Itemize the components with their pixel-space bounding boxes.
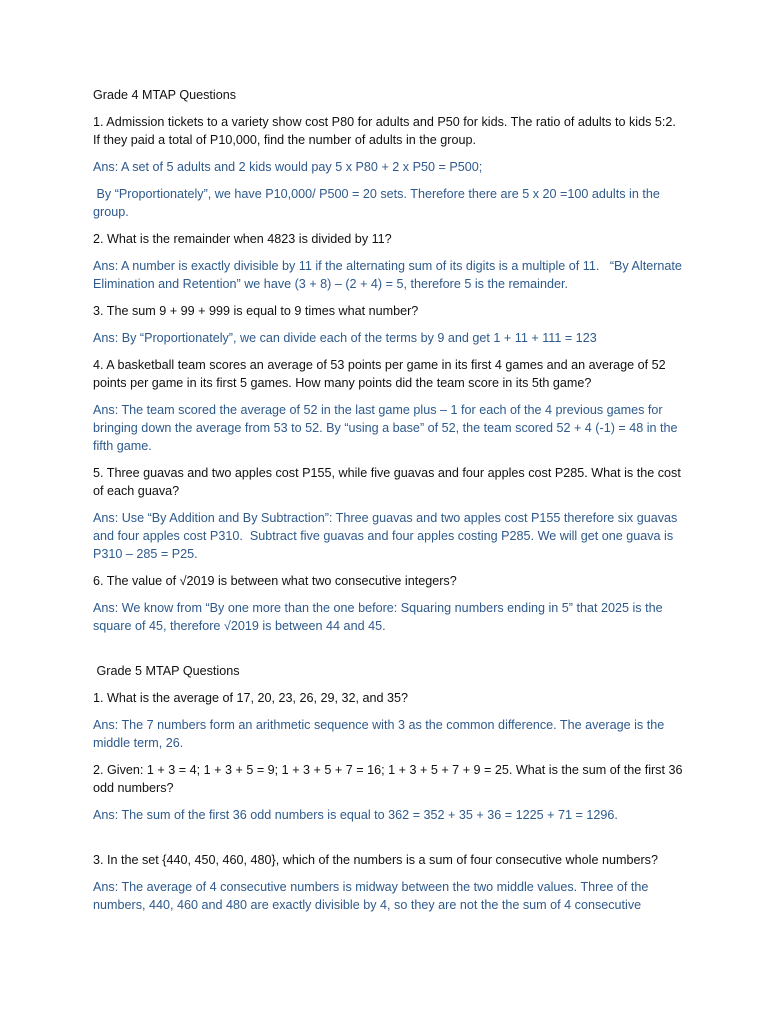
grade4-question-2: 2. What is the remainder when 4823 is divided by 11? [93,232,392,246]
grade5-question-1: 1. What is the average of 17, 20, 23, 26, 29, 32, and 35? [93,691,409,705]
grade5-answer-1: Ans: The 7 numbers form an arithmetic sequence with 3 as the common difference. The average is the middle term, 26. [93,718,668,750]
grade5-heading: Grade 5 MTAP Questions [93,664,240,678]
grade4-answer-1-line2: By “Proportionately”, we have P10,000/ P500 = 20 sets. Therefore there are 5 x 20 =100 adults in the group. [93,187,664,219]
document-page [93,86,686,923]
grade4-answer-4: Ans: The team scored the average of 52 in the last game plus – 1 for each of the 4 previous games for bringing down the average from 53 to 52. By “using a base” of 52, the team scored 52 + 4 (-1) = 48 in the fifth game. [93,403,682,453]
grade5-question-2: 2. Given: 1 + 3 = 4; 1 + 3 + 5 = 9; 1 + 3 + 5 + 7 = 16; 1 + 3 + 5 + 7 + 9 = 25. What is the sum of the first 36 odd numbers? [93,763,686,795]
grade4-question-5: 5. Three guavas and two apples cost P155, while five guavas and four apples cost P285. What is the cost of each guava? [93,466,685,498]
grade4-question-6: 6. The value of √2019 is between what two consecutive integers? [93,574,457,588]
grade4-question-4: 4. A basketball team scores an average of 53 points per game in its first 4 games and an average of 52 points per game in its first 5 games. How many points did the team score in its 5th game? [93,358,670,390]
grade5-answer-2: Ans: The sum of the first 36 odd numbers is equal to 362 = 352 + 35 + 36 = 1225 + 71 = 1296. [93,808,618,822]
grade4-question-1: 1. Admission tickets to a variety show cost P80 for adults and P50 for kids. The ratio of adults to kids 5:2. If they paid a total of P10,000, find the number of adults in the group. [93,115,680,147]
grade4-answer-6: Ans: We know from “By one more than the one before: Squaring numbers ending in 5” that 2025 is the square of 45, therefore √2019 is between 44 and 45. [93,601,667,633]
grade4-heading: Grade 4 MTAP Questions [93,88,237,102]
grade4-answer-1-line1: Ans: A set of 5 adults and 2 kids would pay 5 x P80 + 2 x P50 = P500; [93,160,483,174]
grade5-question-3: 3. In the set {440, 450, 460, 480}, which of the numbers is a sum of four consecutive whole numbers? [93,853,658,867]
grade4-question-3: 3. The sum 9 + 99 + 999 is equal to 9 times what number? [93,304,419,318]
grade4-answer-2: Ans: A number is exactly divisible by 11 if the alternating sum of its digits is a multiple of 11. “By Alternate Elimination and Retention” we have (3 + 8) – (2 + 4) = 5, therefore 5 is the remainder. [93,259,686,291]
section-spacer [93,644,683,662]
grade4-answer-5: Ans: Use “By Addition and By Subtraction”: Three guavas and two apples cost P155 therefore six guavas and four apples cost P310. Subtract five guavas and four apples costing P285. We will get one guava is P310 – 285 = P25. [93,511,681,561]
grade5-answer-3: Ans: The average of 4 consecutive numbers is midway between the two middle values. Three of the numbers, 440, 460 and 480 are exactly divisible by 4, so they are not the the sum of 4 consecutive [93,880,652,912]
grade4-answer-3: Ans: By “Proportionately”, we can divide each of the terms by 9 and get 1 + 11 + 111 = 123 [93,331,597,345]
paragraph-spacer [93,833,683,851]
